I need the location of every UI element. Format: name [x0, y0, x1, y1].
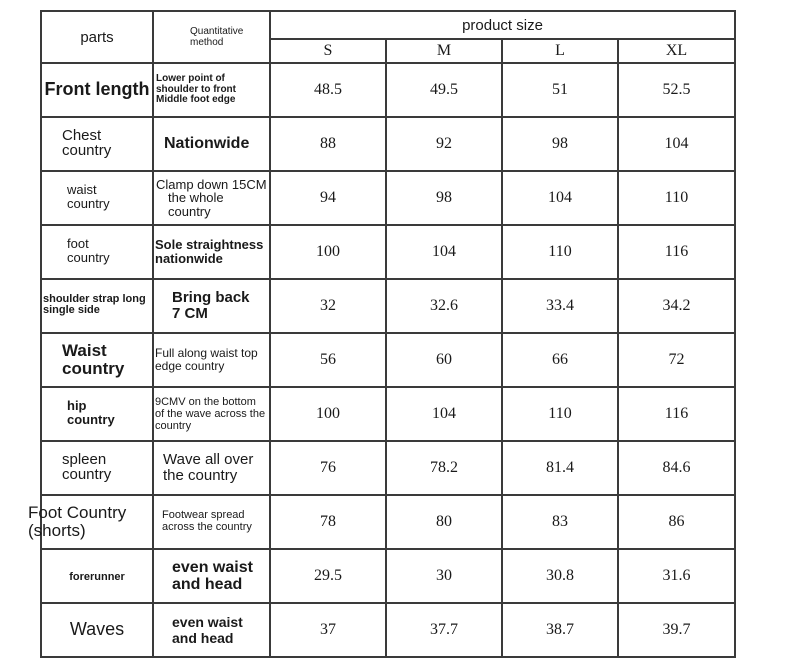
table-row: [41, 333, 735, 387]
table-row: [41, 171, 735, 225]
method-label: Clamp down 15CM the whole country: [156, 176, 267, 219]
value-cell: 100: [270, 225, 386, 279]
part-cell: [41, 603, 153, 657]
value-cell: 38.7: [502, 603, 618, 657]
method-cell: [153, 279, 270, 333]
value-cell: 32.6: [386, 279, 502, 333]
part-label: Chest country: [62, 126, 112, 160]
method-label: Lower point of shoulder to front Middle foot edge: [156, 73, 236, 106]
table-row: [41, 117, 735, 171]
value-cell: 110: [502, 387, 618, 441]
value-cell: 49.5: [386, 63, 502, 117]
method-label: Nationwide: [164, 134, 250, 152]
method-label: Full along waist top edge country: [155, 346, 258, 373]
value-cell: 86: [618, 495, 735, 549]
value-cell: 37: [270, 603, 386, 657]
method-cell: [153, 117, 270, 171]
part-cell: [41, 171, 153, 225]
value-cell: 94: [270, 171, 386, 225]
part-cell: [28, 495, 153, 549]
method-label: 9CMV on the bottom of the wave across the country: [155, 396, 266, 432]
part-cell: [41, 387, 153, 441]
value-cell: 31.6: [618, 549, 735, 603]
method-cell: [153, 549, 270, 603]
value-cell: 39.7: [618, 603, 735, 657]
value-cell: 100: [270, 387, 386, 441]
header-parts: parts: [41, 11, 153, 63]
size-header-m: M: [386, 39, 502, 63]
value-cell: 34.2: [618, 279, 735, 333]
method-cell: [153, 171, 270, 225]
value-cell: 104: [618, 117, 735, 171]
table-row: [41, 441, 735, 495]
header-product-size: product size: [270, 11, 735, 39]
part-cell: [41, 63, 153, 117]
value-cell: 84.6: [618, 441, 735, 495]
value-cell: 66: [502, 333, 618, 387]
value-cell: 88: [270, 117, 386, 171]
method-cell: [153, 495, 270, 549]
part-cell: [41, 441, 153, 495]
table-row: [41, 549, 735, 603]
value-cell: 37.7: [386, 603, 502, 657]
part-label: Waves: [69, 619, 125, 640]
part-label: Foot Country (shorts): [28, 502, 127, 540]
value-cell: 104: [502, 171, 618, 225]
method-cell: [153, 63, 270, 117]
value-cell: 110: [502, 225, 618, 279]
value-cell: 98: [386, 171, 502, 225]
value-cell: 52.5: [618, 63, 735, 117]
value-cell: 110: [618, 171, 735, 225]
part-label: Front length: [44, 79, 150, 100]
method-label: even waist and head: [172, 559, 253, 593]
value-cell: 33.4: [502, 279, 618, 333]
size-header-xl: XL: [618, 39, 735, 63]
method-label: even waist and head: [172, 614, 243, 646]
value-cell: 51: [502, 63, 618, 117]
value-cell: 116: [618, 387, 735, 441]
value-cell: 83: [502, 495, 618, 549]
part-label: forerunner: [69, 570, 125, 583]
value-cell: 56: [270, 333, 386, 387]
part-cell: [41, 333, 153, 387]
part-label: foot country: [67, 236, 110, 265]
method-cell: [153, 225, 270, 279]
value-cell: 72: [618, 333, 735, 387]
table-row: [41, 279, 735, 333]
value-cell: 76: [270, 441, 386, 495]
method-cell: [153, 387, 270, 441]
table-row: [41, 603, 735, 657]
value-cell: 104: [386, 225, 502, 279]
size-header-l: L: [502, 39, 618, 63]
part-label: hip country: [67, 398, 115, 427]
method-cell: [153, 441, 270, 495]
method-cell: [153, 333, 270, 387]
header-method: Quantitative method: [153, 11, 270, 63]
value-cell: 78: [270, 495, 386, 549]
method-label: Sole straightness nationwide: [155, 237, 264, 266]
part-cell: [41, 225, 153, 279]
value-cell: 104: [386, 387, 502, 441]
value-cell: 32: [270, 279, 386, 333]
value-cell: 60: [386, 333, 502, 387]
value-cell: 48.5: [270, 63, 386, 117]
method-label: Footwear spread across the country: [162, 509, 252, 533]
size-header-s: S: [270, 39, 386, 63]
part-cell: [41, 549, 153, 603]
method-label: Wave all over the country: [163, 451, 254, 484]
value-cell: 80: [386, 495, 502, 549]
method-cell: [153, 603, 270, 657]
value-cell: 30.8: [502, 549, 618, 603]
table-row: [41, 63, 735, 117]
size-table: [28, 10, 736, 658]
part-label: waist country: [67, 182, 110, 211]
value-cell: 78.2: [386, 441, 502, 495]
table-row: [41, 225, 735, 279]
table-row: [41, 495, 735, 549]
value-cell: 30: [386, 549, 502, 603]
value-cell: 98: [502, 117, 618, 171]
part-cell: [41, 117, 153, 171]
method-label: Bring back 7 CM: [172, 289, 250, 322]
value-cell: 29.5: [270, 549, 386, 603]
part-label: Waist country: [62, 340, 125, 378]
value-cell: 92: [386, 117, 502, 171]
value-cell: 81.4: [502, 441, 618, 495]
table-row: [41, 387, 735, 441]
value-cell: 116: [618, 225, 735, 279]
part-label: spleen country: [62, 450, 112, 484]
part-label: shoulder strap long single side: [43, 292, 146, 317]
part-cell: [41, 279, 153, 333]
